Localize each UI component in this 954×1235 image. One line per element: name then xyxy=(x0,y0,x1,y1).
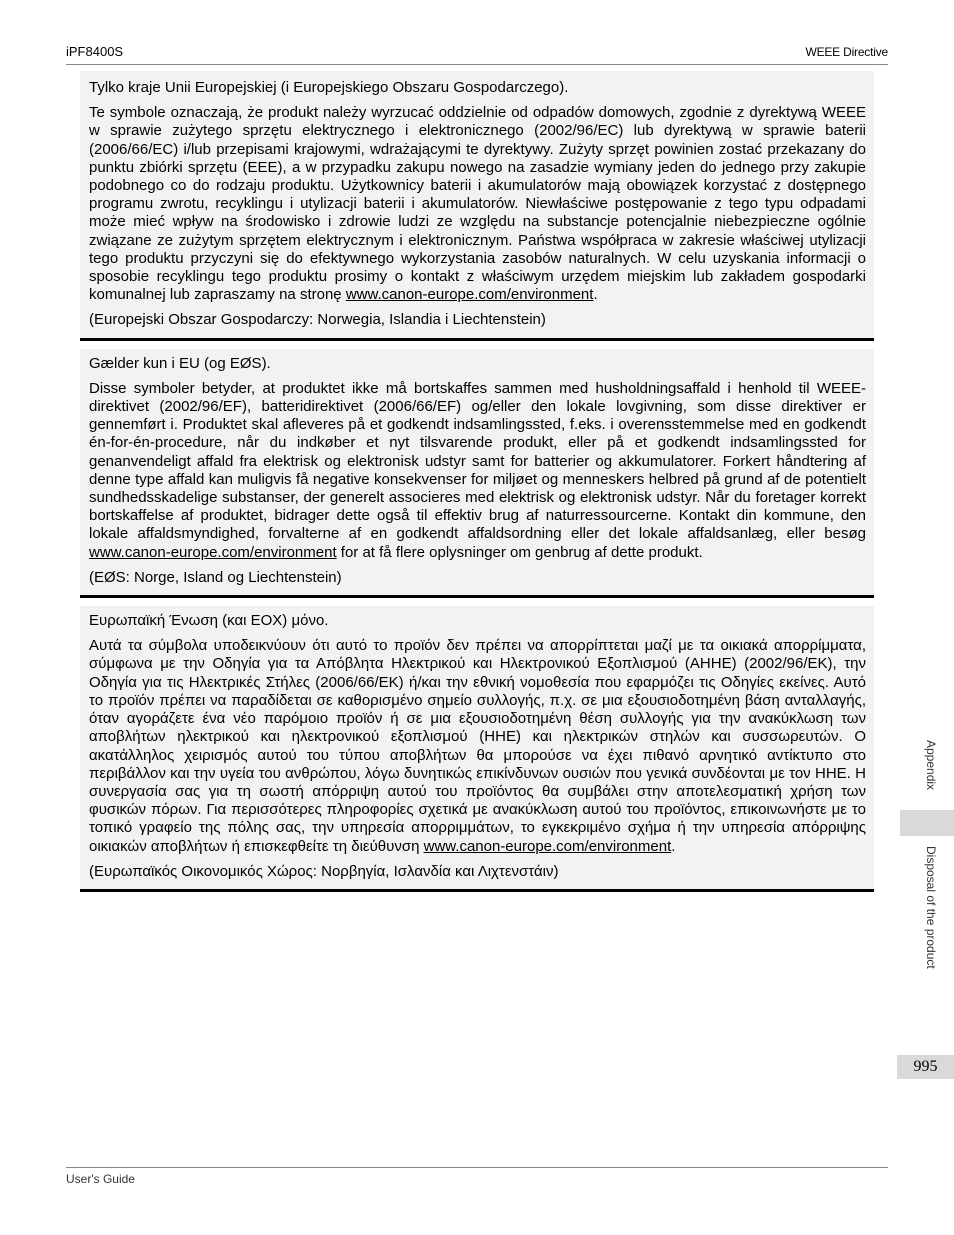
page-number: 995 xyxy=(897,1055,954,1079)
chapter-tab-appendix[interactable]: Appendix xyxy=(924,740,938,791)
weee-sections xyxy=(80,71,874,900)
section-danish xyxy=(80,349,874,598)
body-text: Αυτά τα σύμβολα υποδεικνύουν ότι αυτό το προϊόν δεν πρέπει να απορρίπτεται μαζί με τα οικιακά απορρίμματα, σύμφωνα με την Οδηγία για τα Απόβλητα Ηλεκτρικού και Ηλεκτρονικού Εξοπλισμού (ΑΗΗΕ) (2002/96/ΕΚ), την Οδηγία για τις Ηλεκτρικές Στήλες (2006/66/ΕΚ) ή/και την εθνική νομοθεσία που εφαρμόζει τις Οδηγίες εκείνες. Αυτό το προϊόν πρέπει να παραδίδεται σε καθορισμένο σημείο συλλογής, π.χ. σε μια εξουσιοδοτημένη βάση ανταλλαγής, όταν αγοράζετε ένα νέο παρόμοιο προϊόν ή σε μια εξουσιοδοτημένη θέση συλλογής για την ανακύκλωση των αποβλήτων ηλεκτρικού και ηλεκτρονικού εξοπλισμού (ΗΗΕ) και ηλεκτρικών στηλών και συσσωρευτών. Ο ακατάλληλος χειρισμός αυτού του τύπου αποβλήτων θα μπορούσε να έχει πιθανό αρνητικό αντίκτυπο στο περιβάλλον και την υγεία του ανθρώπου, λόγω δυνητικώς επικίνδυνων ουσιών που γενικά συνδέονται με τον ΗΗΕ. Η συνεργασία σας για τη σωστή απόρριψη αυτού του προϊόντος θα συμβάλει στην αποτελεσματική χρήση των φυσικών πόρων. Για περισσότερες πληροφορίες σχετικά με ανακύκλωση αυτού του προϊόντος, επικοινωνήστε με το τοπικό γραφείο της πόλης σας, την υπηρεσία απορριμμάτων, το εγκεκριμένο σχήμα ή την υπηρεσία απόρριψης οικιακών αποβλήτων ή επισκεφθείτε τη διεύθυνση xyxy=(89,637,866,855)
section-body xyxy=(89,637,866,855)
environment-link[interactable]: www.canon-europe.com/environment xyxy=(89,543,337,561)
section-greek xyxy=(80,606,874,892)
section-title: WEEE Directive xyxy=(805,45,888,59)
section-note: (Ευρωπαϊκός Οικονομικός Χώρος: Νορβηγία, Ισλανδία και Λιχτενστάιν) xyxy=(89,862,559,880)
guide-title: User's Guide xyxy=(66,1172,135,1186)
topic-tab-disposal[interactable]: Disposal of the product xyxy=(924,846,938,969)
section-note: (EØS: Norge, Island og Liechtenstein) xyxy=(89,568,342,586)
environment-link[interactable]: www.canon-europe.com/environment xyxy=(423,837,672,855)
body-text: Te symbole oznaczają, że produkt należy wyrzucać oddzielnie od odpadów domowych, zgodnie z dyrektywą WEEE w sprawie zużytego sprzętu elektrycznego i elektronicznego (2002/96/EC) lub dyrektywą w sprawie baterii (2006/66/EC) i/lub przepisami krajowymi, wdrażającymi te dyrektywy. Zużyty sprzęt powinien zostać przekazany do punktu zbiórki sprzętu (EEE), a w przypadku zakupu nowego na zasadzie wymiany jeden do jednego przy zakupie podobnego co do rodzaju produktu. Użytkownicy baterii i akumulatorów mają obowiązek korzystać z dostępnego programu zwrotu, recyklingu i utylizacji baterii i akumulatorów. Niewłaściwe postępowanie z tego typu odpadami może mieć wpływ na środowisko i zdrowie ludzi ze względu na substancje potencjalnie niebezpieczne ogólnie związane ze zużytym sprzętem elektrycznym i elektronicznym. Państwa współpraca w zakresie właściwej utylizacji tego produktu przyczyni się do efektywnego wykorzystania zasobów naturalnych. W celu uzyskania informacji o sposobie recyklingu tego produktu prosimy o kontakt z właściwym urzędem miejskim lub zakładem gospodarki komunalnej lub zapraszamy na stronę xyxy=(89,104,866,304)
chapter-tab-marker xyxy=(900,810,954,836)
section-intro: Tylko kraje Unii Europejskiej (i Europejskiego Obszaru Gospodarczego). xyxy=(89,79,569,96)
header-divider xyxy=(66,64,888,65)
body-tail: for at få flere oplysninger om genbrug af dette produkt. xyxy=(336,543,703,561)
body-text: Disse symboler betyder, at produktet ikke må bortskaffes sammen med husholdningsaffald i henhold til WEEE-direktivet (2002/96/EF), batteridirektivet (2006/66/EF) og/eller den lokale lovgivning, som disse direktiver er gennemført i. Produktet skal afleveres på et godkendt indsamlingssted, f.eks. i overensstemmelse med en godkendt én-for-én-procedure, når du indkøber et nyt tilsvarende produkt, eller på et godkendt indsamlingssted for genanvendeligt affald fra elektrisk og elektronisk udstyr samt for batterier og akkumulatorer. Forkert håndtering af denne type affald kan muligvis få negative konsekvenser for miljøet og menneskers helbred på grund af de potentielt sundhedsskadelige substanser, der generelt associeres med elektrisk og elektronisk udstyr. Når du foretager korrekt bortskaffelse af produktet, bidrager dette også til effektiv brug af naturressourcerne. Kontakt din kommune, den lokale affaldsmyndighed, forvalterne af en godkendt affaldsordning eller det lokale affaldsanlæg, eller besøg xyxy=(89,379,866,543)
environment-link[interactable]: www.canon-europe.com/environment xyxy=(345,286,594,304)
section-body xyxy=(89,380,866,562)
section-body xyxy=(89,104,866,304)
body-tail: . xyxy=(593,286,598,304)
section-note: (Europejski Obszar Gospodarczy: Norwegia, Islandia i Liechtenstein) xyxy=(89,311,546,329)
footer-divider xyxy=(66,1167,888,1168)
body-tail: . xyxy=(671,837,676,855)
section-intro: Gælder kun i EU (og EØS). xyxy=(89,354,271,372)
section-intro: Ευρωπαϊκή Ένωση (και ΕΟΧ) μόνο. xyxy=(89,612,329,630)
product-name: iPF8400S xyxy=(66,44,124,59)
section-polish xyxy=(80,71,874,341)
